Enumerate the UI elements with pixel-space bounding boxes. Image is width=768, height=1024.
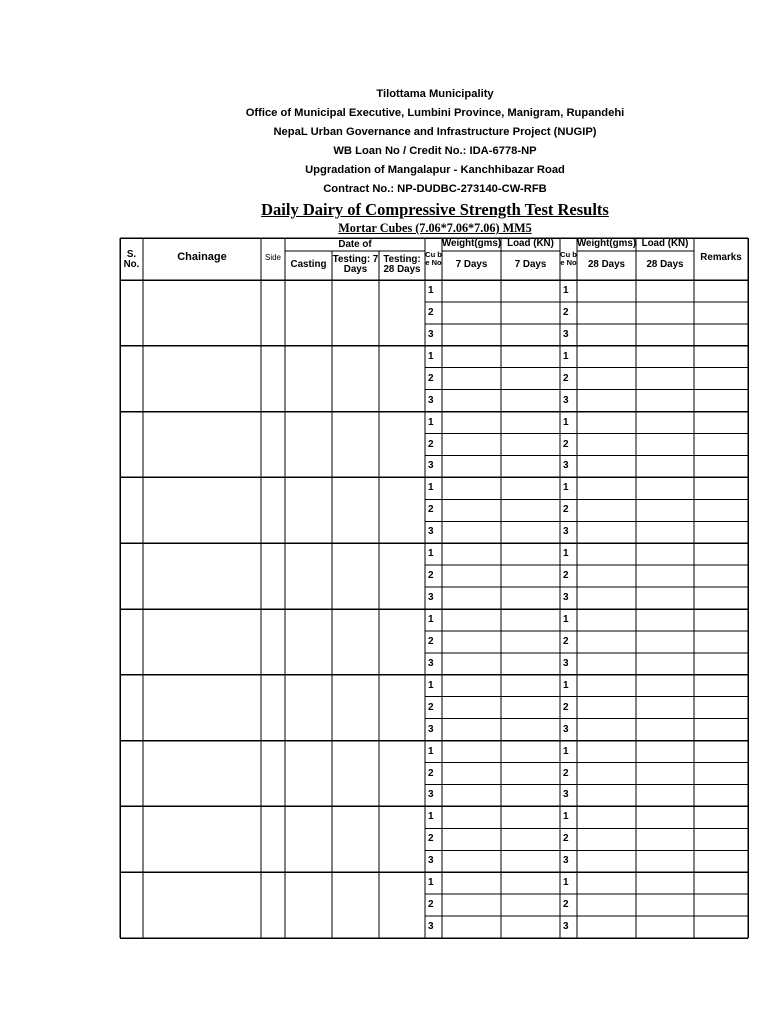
header-28days-weight: 28 Days [587,258,626,270]
cube-number: 2 [563,504,569,516]
cube-number: 3 [563,394,569,406]
cube-number: 3 [428,723,434,735]
header-casting: Casting [290,258,327,270]
header-municipality: Tilottama Municipality [376,88,494,100]
header-chainage: Chainage [177,251,227,264]
cube-number: 2 [563,372,569,384]
cube-number: 2 [563,701,569,713]
cube-number: 3 [428,394,434,406]
header-date-of: Date of [338,238,372,250]
cube-number: 1 [428,613,434,625]
cube-number: 1 [563,877,569,889]
cube-number: 2 [428,899,434,911]
cube-number: 1 [563,745,569,757]
header-office: Office of Municipal Executive, Lumbini Province, Manigram, Rupandehi [245,107,625,119]
header-28days-load: 28 Days [646,258,684,270]
header-project: NepaL Urban Governance and Infrastructure Project (NUGIP) [273,126,597,138]
cube-number: 3 [428,921,434,933]
header-side: Side [264,252,281,262]
cube-number: 1 [563,350,569,362]
cube-number: 1 [428,679,434,691]
cube-number: 3 [428,328,434,340]
cube-number: 3 [428,789,434,801]
header-testing-28: Testing: 28 Days [383,253,421,275]
header-cube-no-7: Cu be No [425,249,442,267]
cube-number: 3 [428,657,434,669]
cube-number: 3 [563,789,569,801]
cube-number: 3 [563,855,569,867]
cube-number: 2 [563,635,569,647]
cube-number: 1 [428,416,434,428]
document-subtitle: Mortar Cubes (7.06*7.06*7.06) MM5 [338,221,532,235]
cube-number: 2 [563,438,569,450]
cube-number: 3 [428,855,434,867]
header-7days-load: 7 Days [514,258,547,270]
cube-number: 3 [563,526,569,538]
cube-number: 3 [563,460,569,472]
header-road: Upgradation of Mangalapur - Kanchhibazar Road [305,164,565,176]
cube-number: 1 [428,877,434,889]
cube-number: 1 [563,613,569,625]
cube-number: 2 [428,833,434,845]
header-weight-28: Weight(gms) [576,238,637,250]
cube-number: 2 [563,833,569,845]
document-title: Daily Dairy of Compressive Strength Test Results [261,200,609,219]
header-7days-weight: 7 Days [455,258,488,270]
header-remarks: Remarks [700,251,742,263]
cube-number: 2 [563,767,569,779]
cube-number: 3 [428,592,434,604]
header-cube-no-28: Cu be No [560,249,577,267]
cube-number: 1 [428,811,434,823]
cube-number: 1 [563,416,569,428]
cube-number: 2 [428,570,434,582]
cube-number: 3 [428,526,434,538]
header-testing-7: Testing: 7 Days [332,253,379,275]
cube-number: 2 [428,504,434,516]
cube-number: 1 [563,284,569,296]
header-load-7: Load (KN) [507,238,554,250]
cube-number: 3 [428,460,434,472]
cube-number: 3 [563,921,569,933]
cube-number: 2 [563,899,569,911]
cube-number: 2 [428,438,434,450]
cube-number: 1 [563,811,569,823]
cube-number: 2 [563,306,569,318]
cube-number: 2 [428,372,434,384]
cube-number: 1 [428,284,434,296]
cube-number: 1 [563,482,569,494]
cube-number: 2 [428,701,434,713]
cube-number: 1 [428,482,434,494]
header-contract: Contract No.: NP-DUDBC-273140-CW-RFB [323,183,547,195]
cube-number: 2 [428,306,434,318]
cube-number: 3 [563,328,569,340]
cube-number: 2 [563,570,569,582]
header-sno: S. No. [123,248,140,270]
cube-number: 3 [563,657,569,669]
cube-number: 3 [563,723,569,735]
header-loan: WB Loan No / Credit No.: IDA-6778-NP [333,145,537,157]
header-weight-7: Weight(gms) [441,238,502,250]
cube-number: 1 [563,679,569,691]
cube-number: 2 [428,767,434,779]
cube-number: 3 [563,592,569,604]
cube-number: 2 [428,635,434,647]
cube-number: 1 [563,548,569,560]
header-load-28: Load (KN) [641,238,689,250]
cube-number: 1 [428,548,434,560]
cube-number: 1 [428,350,434,362]
cube-number: 1 [428,745,434,757]
